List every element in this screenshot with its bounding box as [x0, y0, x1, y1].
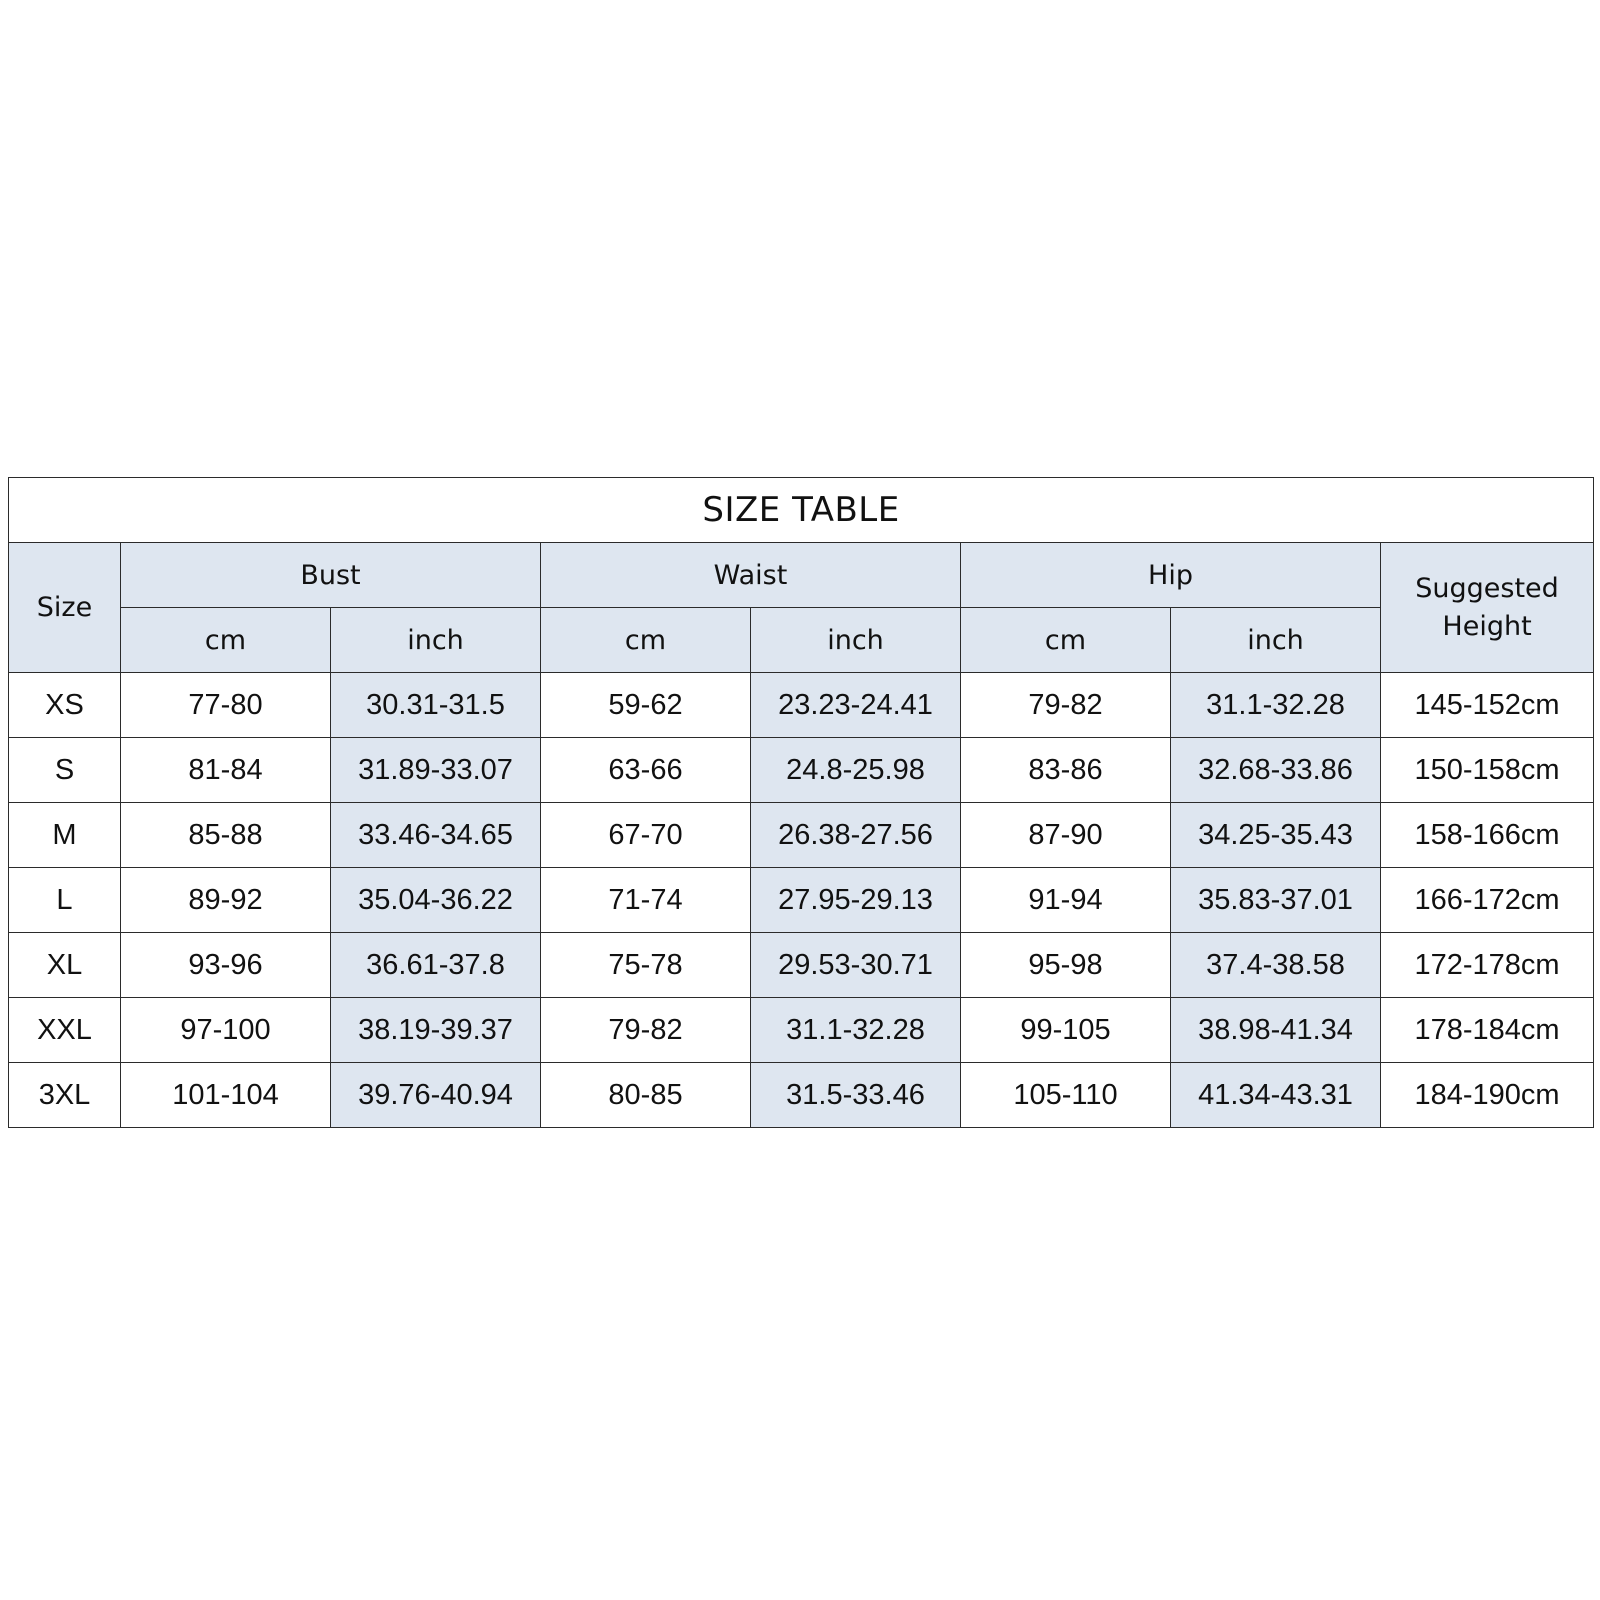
suggested-height-cell: 172-178cm	[1381, 933, 1594, 998]
suggested-height-header	[1381, 543, 1594, 673]
size-label-cell: 3XL	[9, 1063, 121, 1128]
size-label-cell: XS	[9, 673, 121, 738]
hip-cm-cell: 91-94	[961, 868, 1171, 933]
size-table-container	[8, 477, 1593, 1128]
hip-header: Hip	[961, 543, 1381, 608]
hip-inch-cell: 34.25-35.43	[1171, 803, 1381, 868]
suggested-height-cell: 145-152cm	[1381, 673, 1594, 738]
bust-inch-cell: 30.31-31.5	[331, 673, 541, 738]
waist-cm-header: cm	[541, 608, 751, 673]
hip-cm-header: cm	[961, 608, 1171, 673]
bust-cm-cell: 81-84	[121, 738, 331, 803]
unit-header-row	[9, 608, 1594, 673]
table-row	[9, 998, 1594, 1063]
waist-cm-cell: 80-85	[541, 1063, 751, 1128]
bust-cm-cell: 97-100	[121, 998, 331, 1063]
table-row	[9, 868, 1594, 933]
waist-cm-cell: 67-70	[541, 803, 751, 868]
suggested-height-cell: 184-190cm	[1381, 1063, 1594, 1128]
suggested-height-cell: 178-184cm	[1381, 998, 1594, 1063]
bust-inch-header: inch	[331, 608, 541, 673]
waist-cm-cell: 71-74	[541, 868, 751, 933]
waist-inch-cell: 24.8-25.98	[751, 738, 961, 803]
suggested-height-cell: 158-166cm	[1381, 803, 1594, 868]
table-row	[9, 933, 1594, 998]
waist-inch-cell: 31.1-32.28	[751, 998, 961, 1063]
size-label-cell: M	[9, 803, 121, 868]
hip-inch-cell: 41.34-43.31	[1171, 1063, 1381, 1128]
hip-inch-header: inch	[1171, 608, 1381, 673]
suggested-height-cell: 166-172cm	[1381, 868, 1594, 933]
table-row	[9, 1063, 1594, 1128]
waist-inch-header: inch	[751, 608, 961, 673]
suggested-height-cell: 150-158cm	[1381, 738, 1594, 803]
size-header: Size	[9, 543, 121, 673]
waist-cm-cell: 59-62	[541, 673, 751, 738]
bust-inch-cell: 39.76-40.94	[331, 1063, 541, 1128]
title-row	[9, 478, 1594, 543]
suggested-height-header-line2: Height	[1442, 610, 1532, 642]
hip-cm-cell: 99-105	[961, 998, 1171, 1063]
size-label-cell: L	[9, 868, 121, 933]
bust-cm-cell: 77-80	[121, 673, 331, 738]
waist-header: Waist	[541, 543, 961, 608]
waist-cm-cell: 79-82	[541, 998, 751, 1063]
hip-cm-cell: 105-110	[961, 1063, 1171, 1128]
hip-inch-cell: 31.1-32.28	[1171, 673, 1381, 738]
hip-inch-cell: 38.98-41.34	[1171, 998, 1381, 1063]
suggested-height-header-line1: Suggested	[1415, 572, 1559, 604]
hip-inch-cell: 35.83-37.01	[1171, 868, 1381, 933]
bust-cm-cell: 93-96	[121, 933, 331, 998]
bust-cm-cell: 89-92	[121, 868, 331, 933]
table-row	[9, 738, 1594, 803]
waist-inch-cell: 23.23-24.41	[751, 673, 961, 738]
bust-inch-cell: 38.19-39.37	[331, 998, 541, 1063]
table-title: SIZE TABLE	[9, 478, 1594, 543]
hip-inch-cell: 37.4-38.58	[1171, 933, 1381, 998]
bust-inch-cell: 33.46-34.65	[331, 803, 541, 868]
waist-cm-cell: 75-78	[541, 933, 751, 998]
bust-cm-header: cm	[121, 608, 331, 673]
table-row	[9, 673, 1594, 738]
hip-cm-cell: 79-82	[961, 673, 1171, 738]
bust-header: Bust	[121, 543, 541, 608]
waist-inch-cell: 29.53-30.71	[751, 933, 961, 998]
bust-cm-cell: 101-104	[121, 1063, 331, 1128]
size-label-cell: XL	[9, 933, 121, 998]
bust-cm-cell: 85-88	[121, 803, 331, 868]
size-label-cell: S	[9, 738, 121, 803]
table-body	[9, 673, 1594, 1128]
waist-inch-cell: 27.95-29.13	[751, 868, 961, 933]
hip-cm-cell: 83-86	[961, 738, 1171, 803]
waist-cm-cell: 63-66	[541, 738, 751, 803]
waist-inch-cell: 31.5-33.46	[751, 1063, 961, 1128]
hip-cm-cell: 87-90	[961, 803, 1171, 868]
group-header-row	[9, 543, 1594, 608]
hip-inch-cell: 32.68-33.86	[1171, 738, 1381, 803]
bust-inch-cell: 35.04-36.22	[331, 868, 541, 933]
size-table	[8, 477, 1594, 1128]
bust-inch-cell: 36.61-37.8	[331, 933, 541, 998]
waist-inch-cell: 26.38-27.56	[751, 803, 961, 868]
table-row	[9, 803, 1594, 868]
bust-inch-cell: 31.89-33.07	[331, 738, 541, 803]
size-label-cell: XXL	[9, 998, 121, 1063]
hip-cm-cell: 95-98	[961, 933, 1171, 998]
